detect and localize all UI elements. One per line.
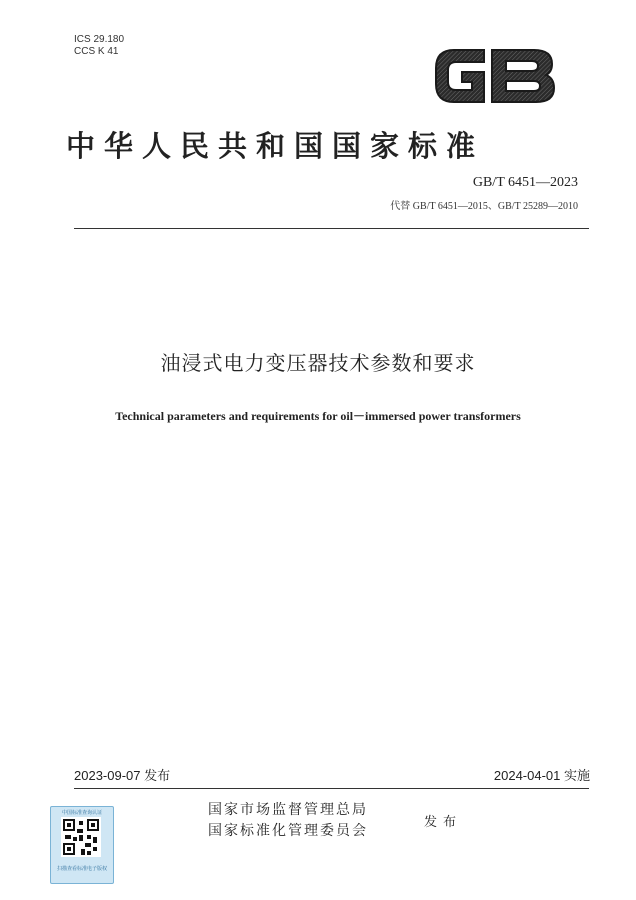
ccs-code: CCS K 41 <box>74 46 119 57</box>
standard-title-english: Technical parameters and requirements for oil－immersed power transformers <box>115 409 521 423</box>
publish-label: 发布 <box>424 815 463 830</box>
issuing-authorities <box>208 800 368 842</box>
anti-counterfeit-qr-sticker[interactable] <box>50 806 114 884</box>
gb-logo-text: GB <box>430 40 432 41</box>
footer-divider <box>74 788 589 789</box>
issuer-sac: 国家标准化管理委员会 <box>208 823 368 839</box>
effective-date: 2024-04-01 实施 <box>493 768 590 783</box>
gb-logo <box>430 40 560 110</box>
ics-code: ICS 29.180 <box>74 34 125 45</box>
header-divider <box>74 228 589 229</box>
issue-date: 2023-09-07 发布 <box>74 768 171 783</box>
qr-code-icon <box>61 817 101 857</box>
standard-number: GB/T 6451—2023 <box>472 175 578 190</box>
replaces-standards: 代替 GB/T 6451—2015、GB/T 25289—2010 <box>390 201 578 212</box>
issuer-samr: 国家市场监督管理总局 <box>208 802 368 818</box>
sticker-caption-bottom: 扫描查看标准电子版权 <box>56 866 107 872</box>
classification-codes <box>74 34 124 58</box>
sticker-caption-top: 中国标准查询认证 <box>61 810 102 816</box>
standard-title-chinese: 油浸式电力变压器技术参数和要求 <box>160 351 476 375</box>
national-standard-title: 中华人民共和国国家标准 <box>66 129 485 163</box>
